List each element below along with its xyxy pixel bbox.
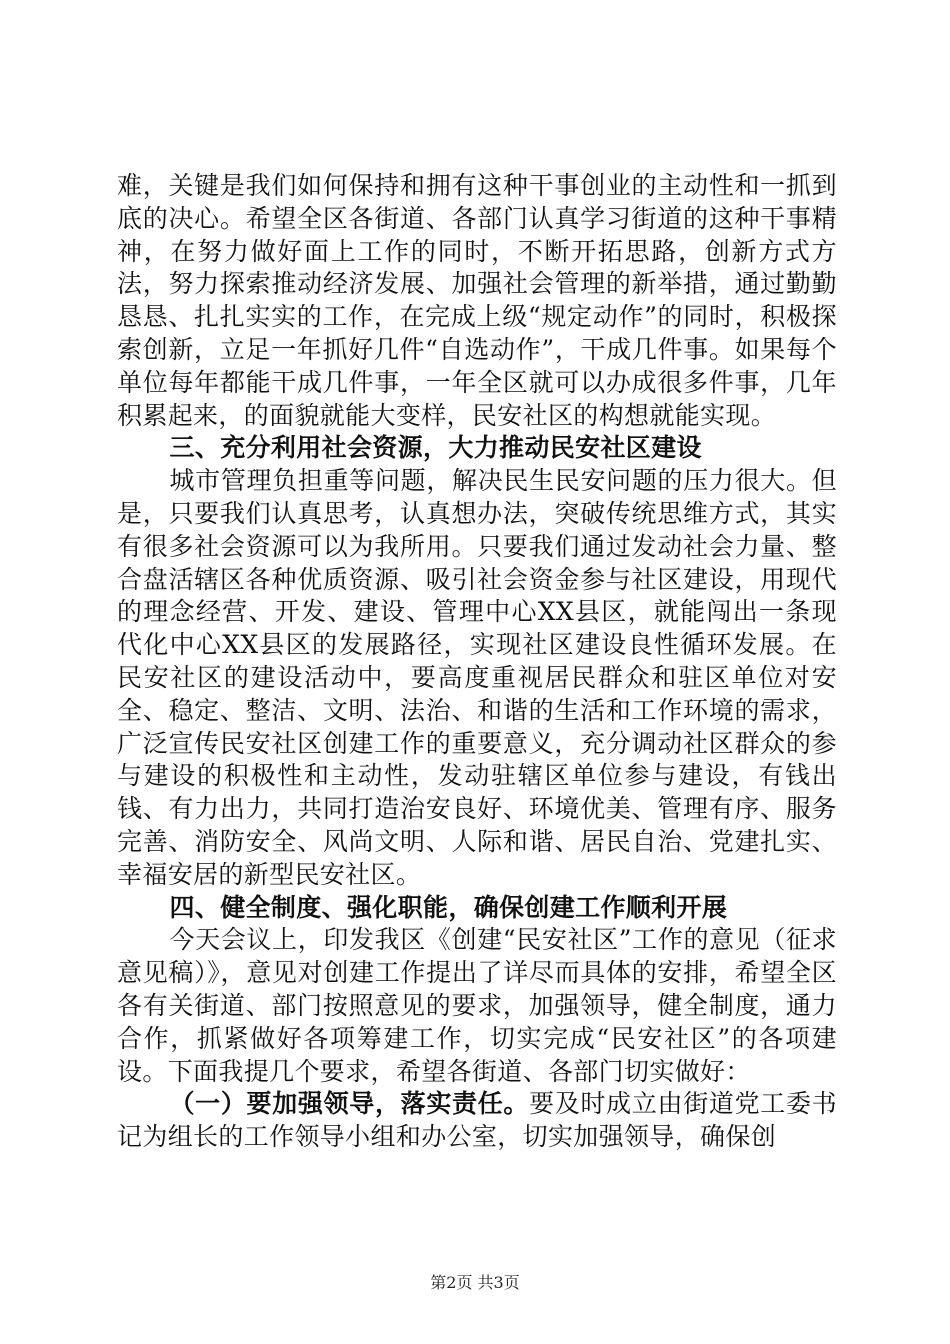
paragraph-leadership [117, 1088, 837, 1154]
paragraph-meeting: 今天会议上，印发我区《创建“民安社区”工作的意见（征求意见稿）》，意见对创建工作提出了详尽而具体的安排，希望全区各有关街道、部门按照意见的要求，加强领导，健全制度，通力合作，抓紧做好各项筹建工作，切实完成“民安社区”的各项建设。下面我提几个要求，希望各街道、各部门切实做好： [117, 925, 837, 1086]
paragraph-leadership-text: 要及时成立由街道党工委书记为组长的工作领导小组和办公室，切实加强领导，确保创 [117, 1089, 838, 1152]
paragraph-continued: 难，关键是我们如何保持和拥有这种干事创业的主动性和一抓到底的决心。希望全区各街道、各部门认真学习街道的这种干事精神，在努力做好面上工作的同时，不断开拓思路，创新方式方法，努力探索推动经济发展、加强社会管理的新举措，通过勤勤恳恳、扎扎实实的工作，在完成上级“规定动作”的同时，积极探索创新，立足一年抓好几件“自选动作”，干成几件事。如果每个单位每年都能干成几件事，一年全区就可以办成很多件事，几年积累起来，的面貌就能大变样，民安社区的构想就能实现。 [117, 171, 837, 430]
page-footer: 第2页 共3页 [430, 1273, 520, 1292]
paragraph-social-resources: 城市管理负担重等问题，解决民生民安问题的压力很大。但是，只要我们认真思考，认真想办法，突破传统思维方式，其实有很多社会资源可以为我所用。只要我们通过发动社会力量、整合盘活辖区各种优质资源、吸引社会资金参与社区建设，用现代的理念经营、开发、建设、管理中心XX县区，就能闯出一条现代化中心XX县区的发展路径，实现社区建设良性循环发展。在民安社区的建设活动中，要高度重视居民群众和驻区单位对安全、稳定、整洁、文明、法治、和谐的生活和工作环境的需求，广泛宣传民安社区创建工作的重要意义，充分调动社区群众的参与建设的积极性和主动性，发动驻辖区单位参与建设，有钱出钱、有力出力，共同打造治安良好、环境优美、管理有序、服务完善、消防安全、风尚文明、人际和谐、居民自治、党建扎实、幸福安居的新型民安社区。 [117, 466, 837, 889]
section-heading-3: 三、充分利用社会资源，大力推动民安社区建设 [169, 433, 702, 463]
document-body [117, 170, 837, 1154]
section-heading-4: 四、健全制度、强化职能，确保创建工作顺利开展 [169, 892, 728, 922]
paragraph-leadership-lead: （一）要加强领导，落实责任。 [169, 1089, 530, 1119]
